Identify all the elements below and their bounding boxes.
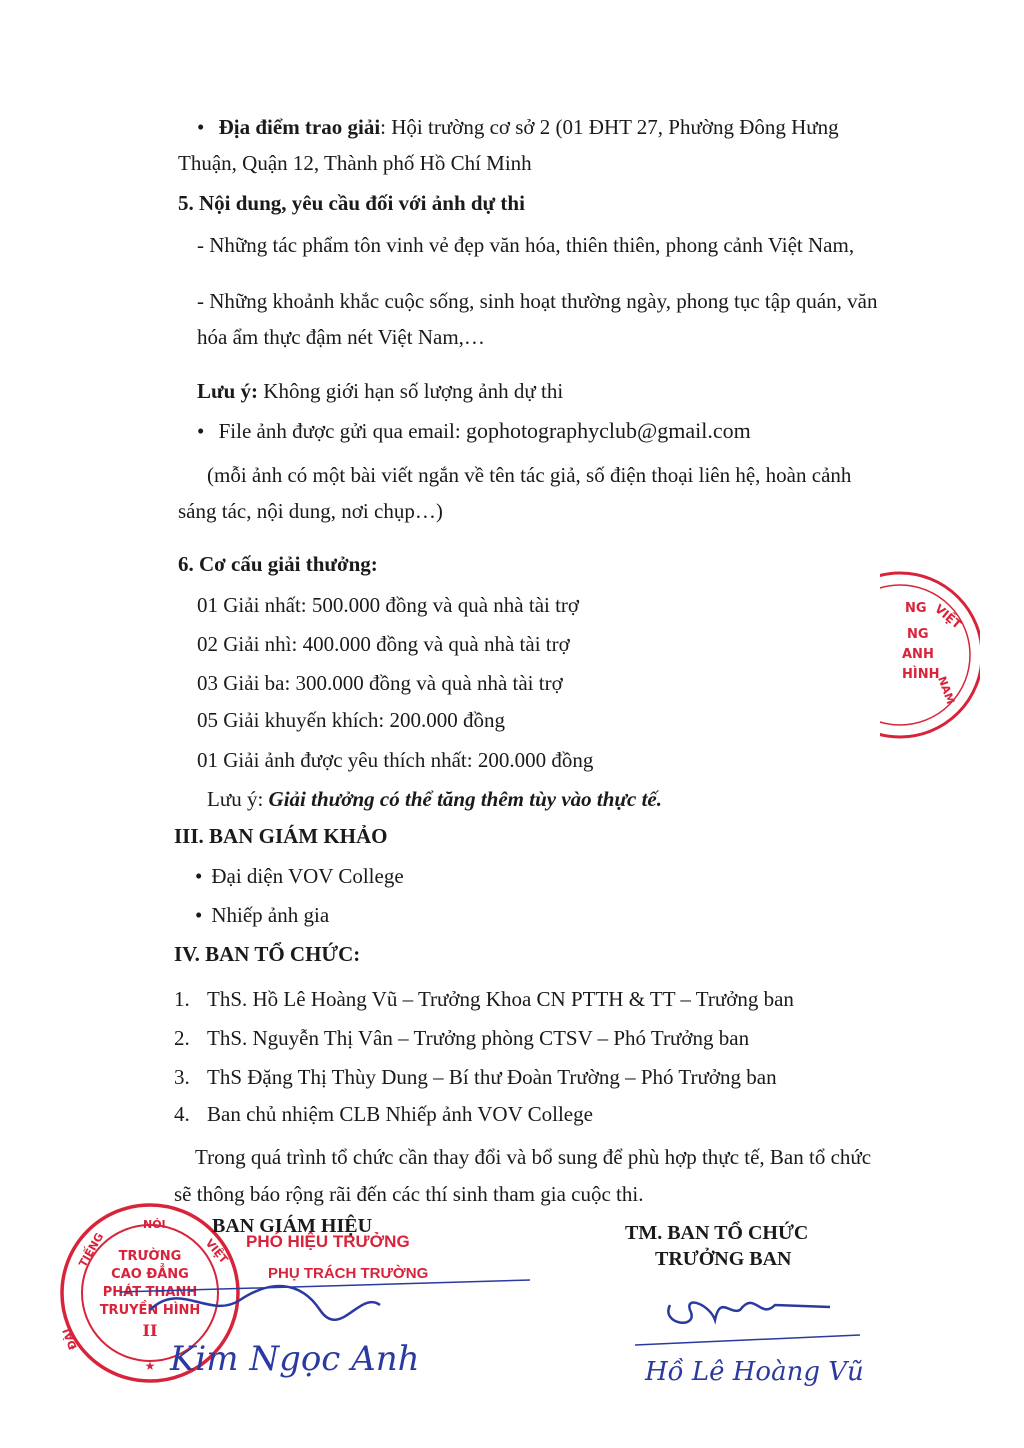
left-signatory-name: Kim Ngọc Anh <box>170 1339 420 1379</box>
left-stamp-line1: PHÓ HIỆU TRƯỞNG <box>246 1232 410 1251</box>
member-text: ThS. Hồ Lê Hoàng Vũ – Trưởng Khoa CN PTTH & TT – Trưởng ban <box>207 987 794 1011</box>
prize-item: 01 Giải ảnh được yêu thích nhất: 200.000 đồng <box>197 748 594 772</box>
section3-heading: III. BAN GIÁM KHẢO <box>174 824 388 848</box>
section5-heading: 5. Nội dung, yêu cầu đối với ảnh dự thi <box>178 191 525 215</box>
seal-text: NÓI <box>143 1218 166 1231</box>
section6-heading: 6. Cơ cấu giải thưởng: <box>178 552 378 576</box>
right-signatory-name: Hồ Lê Hoàng Vũ <box>645 1357 864 1387</box>
location-text-line1: Hội trường cơ sở 2 (01 ĐHT 27, Phường Đông Hưng <box>391 115 839 139</box>
section5-file-text: File ảnh được gửi qua email: <box>218 419 466 443</box>
left-signature <box>110 1260 550 1400</box>
section5-note-text: Không giới hạn số lượng ảnh dự thi <box>258 379 564 403</box>
closing-line1: Trong quá trình tổ chức cần thay đổi và bổ sung để phù hợp thực tế, Ban tổ chức <box>195 1145 872 1169</box>
right-red-seal <box>880 560 980 740</box>
location-bullet <box>197 113 939 141</box>
member-number: 4. <box>174 1102 190 1126</box>
jury-item <box>195 901 329 929</box>
member-text: ThS. Nguyễn Thị Vân – Trưởng phòng CTSV – Phó Trưởng ban <box>207 1026 750 1050</box>
right-signature <box>630 1285 900 1395</box>
section6-note <box>207 785 662 813</box>
seal-text: TRƯỜNG <box>118 1249 182 1264</box>
section5-note <box>197 377 563 405</box>
seal-text: NG <box>907 627 929 642</box>
member-number: 3. <box>174 1065 190 1089</box>
seal-text: TRUYỀN HÌNH <box>99 1303 201 1318</box>
seal-star: ★ <box>144 1359 156 1373</box>
seal-text: II <box>142 1321 158 1340</box>
section5-file-bullet <box>197 417 751 445</box>
location-colon: : <box>380 115 392 139</box>
section6-note-text: Giải thưởng có thể tăng thêm tùy vào thực tế. <box>268 787 662 811</box>
jury-item-text: Nhiếp ảnh gia <box>211 903 330 927</box>
closing-line2: sẽ thông báo rộng rãi đến các thí sinh tham gia cuộc thi. <box>174 1182 644 1206</box>
seal-text: VIỆT <box>932 601 965 632</box>
seal-text: CAO ĐẲNG <box>111 1267 189 1282</box>
location-text-line2: Thuận, Quận 12, Thành phố Hồ Chí Minh <box>178 151 532 175</box>
prize-item: 03 Giải ba: 300.000 đồng và quà nhà tài trợ <box>197 671 563 695</box>
section5-item1: - Những tác phẩm tôn vinh vẻ đẹp văn hóa, thiên thiên, phong cảnh Việt Nam, <box>197 233 855 257</box>
email-address: gophotographyclub@gmail.com <box>465 418 751 443</box>
member-number: 2. <box>174 1026 190 1050</box>
right-signatory-title2: TRƯỞNG BAN <box>655 1248 792 1270</box>
seal-text: NAM <box>935 674 958 706</box>
section4-heading: IV. BAN TỔ CHỨC: <box>174 942 361 966</box>
location-label: Địa điểm trao giải <box>218 115 381 139</box>
prize-item: 05 Giải khuyến khích: 200.000 đồng <box>197 708 505 732</box>
section5-item2-line1: - Những khoảnh khắc cuộc sống, sinh hoạt thường ngày, phong tục tập quán, văn <box>197 289 878 313</box>
section5-desc-line1: (mỗi ảnh có một bài viết ngắn về tên tác giả, số điện thoại liên hệ, hoàn cảnh <box>207 463 852 487</box>
right-signatory-title1: TM. BAN TỔ CHỨC <box>625 1222 809 1244</box>
member-number: 1. <box>174 987 190 1011</box>
left-signatory-title: BAN GIÁM HIỆU <box>212 1215 373 1237</box>
seal-text: TIẾNG <box>76 1230 107 1270</box>
member-text: ThS Đặng Thị Thùy Dung – Bí thư Đoàn Trường – Phó Trưởng ban <box>207 1065 777 1089</box>
seal-text: NG <box>905 601 927 616</box>
prize-item: 02 Giải nhì: 400.000 đồng và quà nhà tài trợ <box>197 632 570 656</box>
section5-note-label: Lưu ý: <box>197 379 259 403</box>
jury-item-text: Đại diện VOV College <box>211 864 404 888</box>
section6-note-label: Lưu ý: <box>207 787 269 811</box>
seal-text: ĐÀI <box>60 1326 80 1352</box>
member-text: Ban chủ nhiệm CLB Nhiếp ảnh VOV College <box>207 1102 593 1126</box>
prize-item: 01 Giải nhất: 500.000 đồng và quà nhà tài trợ <box>197 593 580 617</box>
seal-text: VIỆT <box>202 1236 231 1267</box>
seal-text: ANH <box>902 647 934 662</box>
section5-item2-line2: hóa ẩm thực đậm nét Việt Nam,… <box>197 325 485 349</box>
left-stamp-line2: PHỤ TRÁCH TRƯỜNG <box>268 1265 429 1282</box>
seal-text: PHÁT THANH <box>102 1285 198 1300</box>
jury-item <box>195 862 404 890</box>
section5-desc-line2: sáng tác, nội dung, nơi chụp…) <box>178 499 443 523</box>
seal-text: HÌNH <box>902 667 940 682</box>
